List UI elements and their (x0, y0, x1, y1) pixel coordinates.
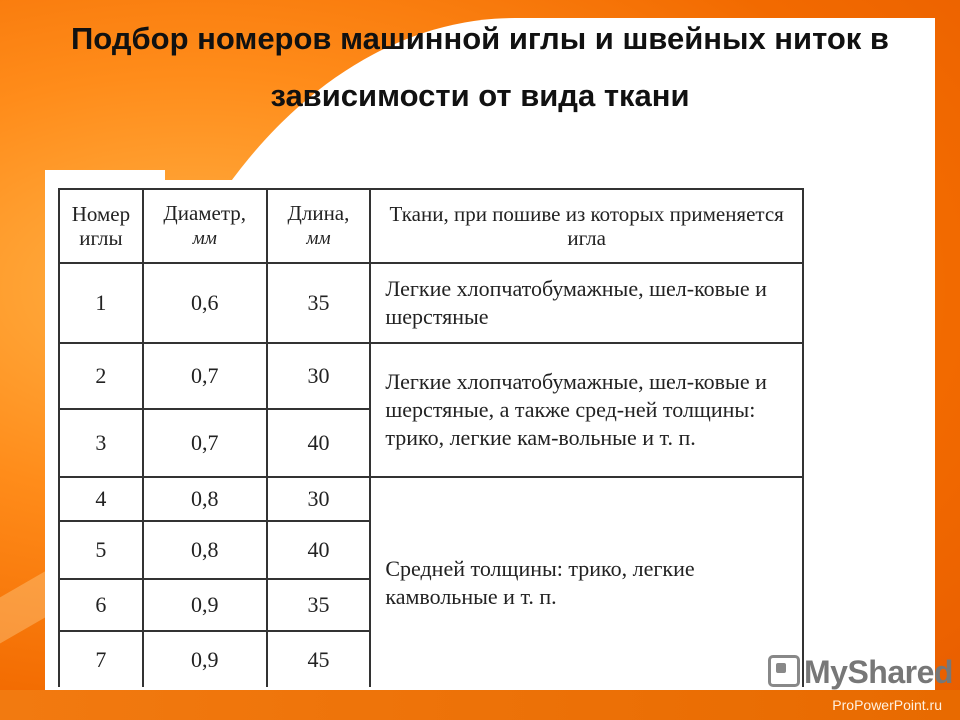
footer-bar (0, 690, 960, 720)
header-number (59, 189, 143, 263)
cell-length: 45 (267, 631, 371, 687)
cell-length: 40 (267, 409, 371, 477)
table-header-row (59, 189, 803, 263)
propowerpoint-watermark: ProPowerPoint.ru (832, 697, 942, 713)
header-diameter-unit: мм (192, 228, 217, 249)
cell-fabric-group-3: Средней толщины: трико, легкие камвольные и т. п. (370, 477, 803, 687)
cell-diameter: 0,7 (143, 409, 267, 477)
cell-length: 35 (267, 263, 371, 343)
myshared-logo-icon (768, 655, 800, 687)
cell-diameter: 0,7 (143, 343, 267, 409)
header-length-label: Длина, (287, 201, 350, 225)
cell-length: 30 (267, 343, 371, 409)
cell-fabric-group-2: Легкие хлопчатобумажные, шел-ковые и шерстяные, а также сред-ней толщины: трико, легкие кам-вольные и т. п. (370, 343, 803, 477)
table-container (52, 180, 804, 688)
cell-number: 3 (59, 409, 143, 477)
header-length (267, 189, 371, 263)
cell-diameter: 0,8 (143, 477, 267, 521)
cell-number: 4 (59, 477, 143, 521)
header-diameter (143, 189, 267, 263)
myshared-watermark (768, 654, 953, 691)
header-fabrics (370, 189, 803, 263)
cell-diameter: 0,6 (143, 263, 267, 343)
cell-number: 7 (59, 631, 143, 687)
header-fabrics-label: Ткани, при пошиве из которых применяется игла (389, 202, 784, 250)
table-row (59, 477, 803, 521)
cell-diameter: 0,9 (143, 579, 267, 631)
table-row (59, 263, 803, 343)
cell-length: 30 (267, 477, 371, 521)
cell-length: 40 (267, 521, 371, 579)
header-diameter-label: Диаметр, (163, 201, 247, 225)
cell-diameter: 0,9 (143, 631, 267, 687)
cell-number: 2 (59, 343, 143, 409)
cell-length: 35 (267, 579, 371, 631)
needle-table (58, 188, 804, 687)
header-length-unit: мм (306, 228, 331, 249)
table-row (59, 343, 803, 409)
slide-title: Подбор номеров машинной иглы и швейных ниток в зависимости от вида ткани (71, 21, 889, 113)
cell-number: 6 (59, 579, 143, 631)
cell-diameter: 0,8 (143, 521, 267, 579)
myshared-text: MyShared (804, 654, 953, 690)
cell-fabric-group-1: Легкие хлопчатобумажные, шел-ковые и шерстяные (370, 263, 803, 343)
cell-number: 5 (59, 521, 143, 579)
cell-number: 1 (59, 263, 143, 343)
header-number-label: Номер иглы (71, 202, 131, 250)
